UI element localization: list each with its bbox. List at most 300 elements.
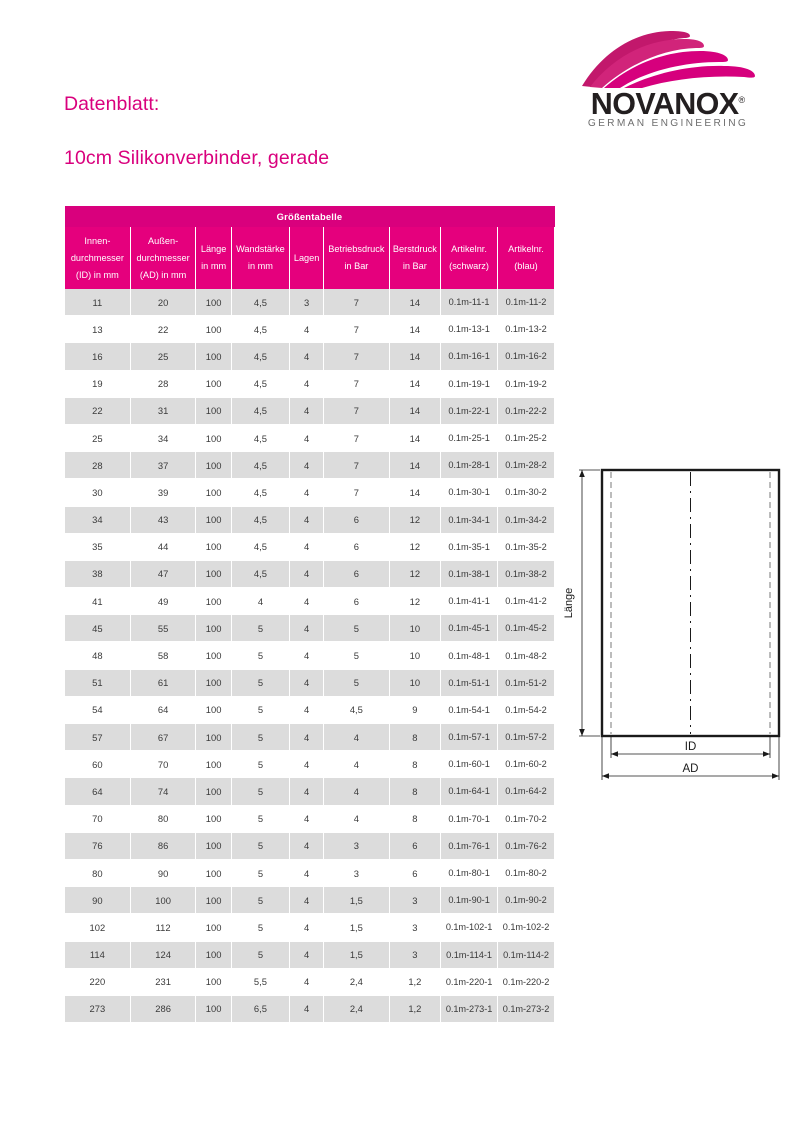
table-row — [65, 724, 555, 751]
table-cell-r10-c0: 38 — [65, 560, 131, 587]
table-cell-r3-c4: 4 — [290, 370, 324, 397]
table-row — [65, 669, 555, 696]
table-row — [65, 642, 555, 669]
table-cell-r23-c1: 112 — [130, 914, 196, 941]
header-line: durchmesser — [70, 252, 124, 263]
table-cell-r10-c1: 47 — [130, 560, 196, 587]
table-cell-r19-c1: 80 — [130, 805, 196, 832]
table-cell-r1-c3: 4,5 — [231, 316, 289, 343]
table-cell-r13-c0: 48 — [65, 642, 131, 669]
table-cell-r15-c4: 4 — [290, 696, 324, 723]
table-cell-r0-c1: 20 — [130, 289, 196, 316]
table-body — [65, 289, 555, 1023]
table-cell-r8-c8: 0.1m-34-2 — [498, 506, 555, 533]
table-cell-r18-c3: 5 — [231, 778, 289, 805]
table-cell-r22-c6: 3 — [389, 887, 440, 914]
header-line: (schwarz) — [449, 261, 489, 271]
table-cell-r11-c1: 49 — [130, 588, 196, 615]
table-cell-r20-c1: 86 — [130, 832, 196, 859]
table-cell-r16-c5: 4 — [324, 724, 390, 751]
table-cell-r15-c0: 54 — [65, 696, 131, 723]
table-cell-r10-c4: 4 — [290, 560, 324, 587]
table-row — [65, 859, 555, 886]
table-cell-r12-c4: 4 — [290, 615, 324, 642]
table-cell-r9-c5: 6 — [324, 533, 390, 560]
table-cell-r22-c2: 100 — [196, 887, 231, 914]
table-cell-r12-c2: 100 — [196, 615, 231, 642]
table-cell-r25-c5: 2,4 — [324, 968, 390, 995]
table-cell-r19-c7: 0.1m-70-1 — [441, 805, 498, 832]
table-cell-r20-c3: 5 — [231, 832, 289, 859]
table-cell-r7-c0: 30 — [65, 479, 131, 506]
table-cell-r5-c2: 100 — [196, 424, 231, 451]
table-row — [65, 588, 555, 615]
table-cell-r18-c4: 4 — [290, 778, 324, 805]
table-cell-r4-c8: 0.1m-22-2 — [498, 397, 555, 424]
table-cell-r20-c0: 76 — [65, 832, 131, 859]
table-cell-r10-c7: 0.1m-38-1 — [441, 560, 498, 587]
header-line: (ID) in mm — [75, 269, 119, 280]
table-cell-r12-c0: 45 — [65, 615, 131, 642]
novanox-logo — [578, 30, 758, 128]
table-cell-r11-c8: 0.1m-41-2 — [498, 588, 555, 615]
table-cell-r12-c6: 10 — [389, 615, 440, 642]
table-cell-r14-c2: 100 — [196, 669, 231, 696]
table-cell-r1-c0: 13 — [65, 316, 131, 343]
table-cell-r14-c5: 5 — [324, 669, 390, 696]
table-cell-r2-c0: 16 — [65, 343, 131, 370]
table-cell-r14-c4: 4 — [290, 669, 324, 696]
table-cell-r15-c6: 9 — [389, 696, 440, 723]
table-cell-r25-c8: 0.1m-220-2 — [498, 968, 555, 995]
tube-diagram-icon — [556, 458, 788, 784]
table-row — [65, 615, 555, 642]
table-cell-r13-c8: 0.1m-48-2 — [498, 642, 555, 669]
table-cell-r16-c2: 100 — [196, 724, 231, 751]
header-line: Innen- — [84, 235, 111, 246]
table-cell-r1-c6: 14 — [389, 316, 440, 343]
table-row — [65, 479, 555, 506]
table-cell-r17-c6: 8 — [389, 751, 440, 778]
table-cell-r21-c6: 6 — [389, 859, 440, 886]
size-table — [64, 206, 555, 1023]
table-cell-r19-c3: 5 — [231, 805, 289, 832]
table-cell-r6-c3: 4,5 — [231, 452, 289, 479]
table-cell-r24-c3: 5 — [231, 941, 289, 968]
table-header-row — [65, 227, 555, 289]
table-cell-r4-c4: 4 — [290, 397, 324, 424]
table-cell-r9-c3: 4,5 — [231, 533, 289, 560]
table-cell-r17-c8: 0.1m-60-2 — [498, 751, 555, 778]
table-cell-r4-c6: 14 — [389, 397, 440, 424]
table-cell-r26-c7: 0.1m-273-1 — [441, 995, 498, 1022]
table-cell-r5-c0: 25 — [65, 424, 131, 451]
table-cell-r7-c3: 4,5 — [231, 479, 289, 506]
table-cell-r14-c7: 0.1m-51-1 — [441, 669, 498, 696]
table-row — [65, 805, 555, 832]
table-cell-r9-c1: 44 — [130, 533, 196, 560]
table-row — [65, 424, 555, 451]
header-line: Länge — [200, 244, 227, 254]
table-cell-r26-c6: 1,2 — [389, 995, 440, 1022]
table-row — [65, 995, 555, 1022]
header-line: in Bar — [402, 261, 427, 271]
table-cell-r8-c1: 43 — [130, 506, 196, 533]
table-row — [65, 887, 555, 914]
table-cell-r0-c6: 14 — [389, 289, 440, 316]
table-cell-r3-c3: 4,5 — [231, 370, 289, 397]
table-cell-r7-c6: 14 — [389, 479, 440, 506]
table-cell-r18-c5: 4 — [324, 778, 390, 805]
table-banner-row — [65, 206, 555, 227]
header-line: Berstdruck — [392, 244, 437, 254]
table-cell-r16-c4: 4 — [290, 724, 324, 751]
table-cell-r26-c2: 100 — [196, 995, 231, 1022]
table-cell-r4-c0: 22 — [65, 397, 131, 424]
page-title-line-1: Datenblatt: — [64, 93, 160, 115]
table-cell-r11-c5: 6 — [324, 588, 390, 615]
table-cell-r10-c2: 100 — [196, 560, 231, 587]
table-cell-r13-c7: 0.1m-48-1 — [441, 642, 498, 669]
table-cell-r23-c0: 102 — [65, 914, 131, 941]
table-header-cell-1 — [130, 227, 196, 289]
table-cell-r2-c5: 7 — [324, 343, 390, 370]
table-cell-r16-c8: 0.1m-57-2 — [498, 724, 555, 751]
logo-tagline: GERMAN ENGINEERING — [587, 118, 749, 129]
table-cell-r7-c7: 0.1m-30-1 — [441, 479, 498, 506]
table-cell-r5-c1: 34 — [130, 424, 196, 451]
table-cell-r11-c3: 4 — [231, 588, 289, 615]
table-cell-r20-c2: 100 — [196, 832, 231, 859]
table-cell-r17-c4: 4 — [290, 751, 324, 778]
table-cell-r10-c5: 6 — [324, 560, 390, 587]
table-cell-r14-c3: 5 — [231, 669, 289, 696]
table-cell-r9-c8: 0.1m-35-2 — [498, 533, 555, 560]
table-row — [65, 751, 555, 778]
table-cell-r22-c1: 100 — [130, 887, 196, 914]
table-header-cell-6 — [389, 227, 440, 289]
table-cell-r8-c4: 4 — [290, 506, 324, 533]
table-cell-r7-c1: 39 — [130, 479, 196, 506]
table-cell-r4-c5: 7 — [324, 397, 390, 424]
table-cell-r19-c6: 8 — [389, 805, 440, 832]
table-cell-r6-c1: 37 — [130, 452, 196, 479]
table-cell-r0-c4: 3 — [290, 289, 324, 316]
table-cell-r13-c5: 5 — [324, 642, 390, 669]
table-cell-r26-c4: 4 — [290, 995, 324, 1022]
table-row — [65, 370, 555, 397]
table-cell-r25-c3: 5,5 — [231, 968, 289, 995]
table-cell-r22-c0: 90 — [65, 887, 131, 914]
table-cell-r11-c4: 4 — [290, 588, 324, 615]
table-cell-r5-c6: 14 — [389, 424, 440, 451]
table-cell-r4-c7: 0.1m-22-1 — [441, 397, 498, 424]
table-cell-r17-c5: 4 — [324, 751, 390, 778]
table-cell-r15-c7: 0.1m-54-1 — [441, 696, 498, 723]
table-cell-r4-c2: 100 — [196, 397, 231, 424]
table-cell-r15-c1: 64 — [130, 696, 196, 723]
table-cell-r0-c7: 0.1m-11-1 — [441, 289, 498, 316]
page-title — [64, 64, 329, 199]
table-cell-r23-c6: 3 — [389, 914, 440, 941]
table-cell-r19-c2: 100 — [196, 805, 231, 832]
table-cell-r26-c8: 0.1m-273-2 — [498, 995, 555, 1022]
table-cell-r25-c7: 0.1m-220-1 — [441, 968, 498, 995]
table-cell-r18-c1: 74 — [130, 778, 196, 805]
table-cell-r19-c4: 4 — [290, 805, 324, 832]
table-cell-r18-c6: 8 — [389, 778, 440, 805]
header-line: durchmesser — [136, 252, 190, 263]
table-header-cell-3 — [231, 227, 289, 289]
table-cell-r21-c8: 0.1m-80-2 — [498, 859, 555, 886]
table-cell-r25-c6: 1,2 — [389, 968, 440, 995]
table-cell-r20-c7: 0.1m-76-1 — [441, 832, 498, 859]
table-cell-r6-c6: 14 — [389, 452, 440, 479]
table-cell-r15-c5: 4,5 — [324, 696, 390, 723]
table-cell-r3-c5: 7 — [324, 370, 390, 397]
table-cell-r24-c7: 0.1m-114-1 — [441, 941, 498, 968]
table-cell-r22-c8: 0.1m-90-2 — [498, 887, 555, 914]
table-cell-r15-c8: 0.1m-54-2 — [498, 696, 555, 723]
table-cell-r6-c8: 0.1m-28-2 — [498, 452, 555, 479]
table-row — [65, 397, 555, 424]
table-cell-r23-c5: 1,5 — [324, 914, 390, 941]
table-cell-r22-c3: 5 — [231, 887, 289, 914]
table-cell-r24-c1: 124 — [130, 941, 196, 968]
table-cell-r8-c5: 6 — [324, 506, 390, 533]
table-cell-r15-c2: 100 — [196, 696, 231, 723]
table-cell-r24-c0: 114 — [65, 941, 131, 968]
table-cell-r12-c1: 55 — [130, 615, 196, 642]
table-cell-r3-c6: 14 — [389, 370, 440, 397]
table-cell-r9-c4: 4 — [290, 533, 324, 560]
table-cell-r14-c1: 61 — [130, 669, 196, 696]
table-cell-r26-c0: 273 — [65, 995, 131, 1022]
table-row — [65, 778, 555, 805]
table-cell-r16-c6: 8 — [389, 724, 440, 751]
table-cell-r2-c2: 100 — [196, 343, 231, 370]
table-cell-r3-c1: 28 — [130, 370, 196, 397]
table-cell-r7-c8: 0.1m-30-2 — [498, 479, 555, 506]
technical-drawing — [556, 458, 788, 784]
table-cell-r6-c0: 28 — [65, 452, 131, 479]
table-cell-r18-c7: 0.1m-64-1 — [441, 778, 498, 805]
table-cell-r18-c0: 64 — [65, 778, 131, 805]
table-cell-r0-c3: 4,5 — [231, 289, 289, 316]
drawing-label-id: ID — [684, 741, 697, 753]
table-cell-r0-c5: 7 — [324, 289, 390, 316]
table-cell-r19-c8: 0.1m-70-2 — [498, 805, 555, 832]
table-cell-r23-c7: 0.1m-102-1 — [441, 914, 498, 941]
table-cell-r20-c4: 4 — [290, 832, 324, 859]
table-cell-r20-c8: 0.1m-76-2 — [498, 832, 555, 859]
table-cell-r20-c6: 6 — [389, 832, 440, 859]
table-cell-r24-c8: 0.1m-114-2 — [498, 941, 555, 968]
table-cell-r3-c7: 0.1m-19-1 — [441, 370, 498, 397]
header-line: Artikelnr. — [451, 244, 487, 254]
table-cell-r8-c2: 100 — [196, 506, 231, 533]
table-cell-r11-c0: 41 — [65, 588, 131, 615]
logo-swoosh-icon — [578, 30, 758, 88]
table-cell-r9-c2: 100 — [196, 533, 231, 560]
header-line: (blau) — [514, 261, 538, 271]
table-cell-r25-c1: 231 — [130, 968, 196, 995]
header-line: Außen- — [148, 235, 179, 246]
table-cell-r16-c1: 67 — [130, 724, 196, 751]
header-line: Wandstärke — [236, 244, 285, 254]
table-cell-r15-c3: 5 — [231, 696, 289, 723]
table-cell-r5-c5: 7 — [324, 424, 390, 451]
page-header — [0, 0, 800, 170]
table-cell-r22-c7: 0.1m-90-1 — [441, 887, 498, 914]
table-cell-r6-c5: 7 — [324, 452, 390, 479]
table-cell-r12-c8: 0.1m-45-2 — [498, 615, 555, 642]
table-cell-r6-c7: 0.1m-28-1 — [441, 452, 498, 479]
table-cell-r23-c4: 4 — [290, 914, 324, 941]
table-cell-r25-c0: 220 — [65, 968, 131, 995]
table-row — [65, 533, 555, 560]
table-cell-r1-c2: 100 — [196, 316, 231, 343]
table-cell-r5-c8: 0.1m-25-2 — [498, 424, 555, 451]
table-cell-r14-c6: 10 — [389, 669, 440, 696]
table-cell-r21-c3: 5 — [231, 859, 289, 886]
table-cell-r24-c5: 1,5 — [324, 941, 390, 968]
table-cell-r10-c6: 12 — [389, 560, 440, 587]
table-cell-r4-c3: 4,5 — [231, 397, 289, 424]
table-cell-r10-c8: 0.1m-38-2 — [498, 560, 555, 587]
header-line: in mm — [247, 261, 273, 271]
table-header-cell-2 — [196, 227, 231, 289]
table-cell-r3-c2: 100 — [196, 370, 231, 397]
table-cell-r13-c3: 5 — [231, 642, 289, 669]
table-cell-r21-c5: 3 — [324, 859, 390, 886]
table-cell-r8-c0: 34 — [65, 506, 131, 533]
table-cell-r25-c4: 4 — [290, 968, 324, 995]
table-banner-title: Größentabelle — [65, 206, 555, 227]
table-cell-r19-c5: 4 — [324, 805, 390, 832]
table-cell-r0-c8: 0.1m-11-2 — [498, 289, 555, 316]
table-cell-r9-c7: 0.1m-35-1 — [441, 533, 498, 560]
header-line: Artikelnr. — [508, 244, 544, 254]
table-cell-r5-c3: 4,5 — [231, 424, 289, 451]
table-cell-r12-c5: 5 — [324, 615, 390, 642]
logo-wordmark-text: NOVANOX — [590, 87, 739, 122]
table-cell-r13-c1: 58 — [130, 642, 196, 669]
table-cell-r0-c2: 100 — [196, 289, 231, 316]
table-cell-r14-c8: 0.1m-51-2 — [498, 669, 555, 696]
table-cell-r21-c4: 4 — [290, 859, 324, 886]
table-row — [65, 968, 555, 995]
table-cell-r1-c7: 0.1m-13-1 — [441, 316, 498, 343]
table-cell-r17-c3: 5 — [231, 751, 289, 778]
table-row — [65, 914, 555, 941]
table-cell-r2-c8: 0.1m-16-2 — [498, 343, 555, 370]
table-cell-r22-c4: 4 — [290, 887, 324, 914]
table-cell-r23-c2: 100 — [196, 914, 231, 941]
table-cell-r24-c6: 3 — [389, 941, 440, 968]
table-cell-r13-c2: 100 — [196, 642, 231, 669]
table-cell-r2-c7: 0.1m-16-1 — [441, 343, 498, 370]
table-cell-r22-c5: 1,5 — [324, 887, 390, 914]
table-cell-r7-c4: 4 — [290, 479, 324, 506]
table-cell-r7-c2: 100 — [196, 479, 231, 506]
table-cell-r21-c7: 0.1m-80-1 — [441, 859, 498, 886]
table-cell-r21-c0: 80 — [65, 859, 131, 886]
table-row — [65, 343, 555, 370]
table-cell-r2-c3: 4,5 — [231, 343, 289, 370]
table-cell-r14-c0: 51 — [65, 669, 131, 696]
table-cell-r7-c5: 7 — [324, 479, 390, 506]
header-line: in Bar — [344, 261, 369, 271]
drawing-label-laenge: Länge — [563, 587, 575, 619]
table-cell-r2-c6: 14 — [389, 343, 440, 370]
table-cell-r13-c6: 10 — [389, 642, 440, 669]
table-cell-r6-c2: 100 — [196, 452, 231, 479]
table-cell-r1-c5: 7 — [324, 316, 390, 343]
table-cell-r17-c7: 0.1m-60-1 — [441, 751, 498, 778]
header-line: Betriebsdruck — [328, 244, 385, 254]
table-cell-r2-c4: 4 — [290, 343, 324, 370]
table-header-cell-5 — [324, 227, 390, 289]
table-cell-r16-c0: 57 — [65, 724, 131, 751]
table-row — [65, 941, 555, 968]
table-cell-r1-c8: 0.1m-13-2 — [498, 316, 555, 343]
table-row — [65, 506, 555, 533]
table-cell-r25-c2: 100 — [196, 968, 231, 995]
header-line: Lagen — [293, 252, 320, 263]
logo-wordmark — [578, 84, 758, 120]
drawing-label-ad: AD — [682, 763, 699, 775]
table-cell-r21-c1: 90 — [130, 859, 196, 886]
table-cell-r1-c1: 22 — [130, 316, 196, 343]
table-cell-r21-c2: 100 — [196, 859, 231, 886]
table-cell-r16-c3: 5 — [231, 724, 289, 751]
table-row — [65, 316, 555, 343]
table-cell-r8-c7: 0.1m-34-1 — [441, 506, 498, 533]
table-cell-r17-c0: 60 — [65, 751, 131, 778]
table-cell-r26-c1: 286 — [130, 995, 196, 1022]
table-cell-r23-c3: 5 — [231, 914, 289, 941]
table-cell-r17-c1: 70 — [130, 751, 196, 778]
table-cell-r9-c0: 35 — [65, 533, 131, 560]
table-header-cell-4 — [290, 227, 324, 289]
header-line: (AD) in mm — [139, 269, 187, 280]
table-cell-r10-c3: 4,5 — [231, 560, 289, 587]
table-cell-r23-c8: 0.1m-102-2 — [498, 914, 555, 941]
table-row — [65, 832, 555, 859]
table-header-cell-8 — [498, 227, 555, 289]
table-cell-r5-c4: 4 — [290, 424, 324, 451]
table-cell-r0-c0: 11 — [65, 289, 131, 316]
table-row — [65, 452, 555, 479]
table-cell-r2-c1: 25 — [130, 343, 196, 370]
table-cell-r3-c0: 19 — [65, 370, 131, 397]
header-line: in mm — [201, 261, 227, 271]
table-cell-r18-c8: 0.1m-64-2 — [498, 778, 555, 805]
table-row — [65, 696, 555, 723]
table-cell-r16-c7: 0.1m-57-1 — [441, 724, 498, 751]
table-cell-r19-c0: 70 — [65, 805, 131, 832]
table-cell-r5-c7: 0.1m-25-1 — [441, 424, 498, 451]
table-cell-r26-c3: 6,5 — [231, 995, 289, 1022]
table-cell-r9-c6: 12 — [389, 533, 440, 560]
table-row — [65, 560, 555, 587]
table-cell-r6-c4: 4 — [290, 452, 324, 479]
table-cell-r17-c2: 100 — [196, 751, 231, 778]
table-cell-r11-c2: 100 — [196, 588, 231, 615]
table-cell-r8-c6: 12 — [389, 506, 440, 533]
table-cell-r13-c4: 4 — [290, 642, 324, 669]
